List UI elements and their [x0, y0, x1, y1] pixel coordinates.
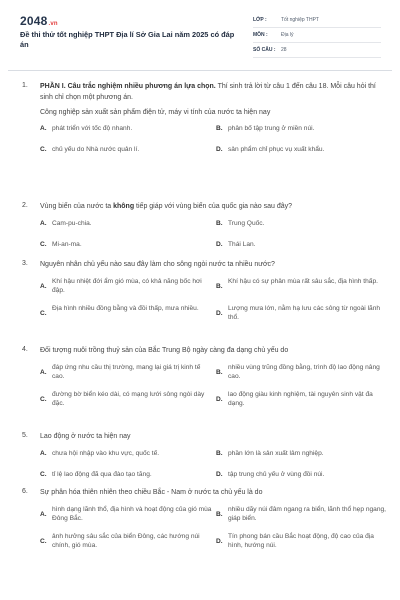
meta-value-count: 28	[281, 47, 287, 53]
option-text: sản phẩm chỉ phục vụ xuất khẩu.	[228, 146, 325, 153]
option-text: Khí hậu có sự phân mùa rất sâu sắc, địa hình thấp.	[228, 277, 378, 285]
answer-options	[40, 505, 387, 559]
logo-sub: .vn	[48, 21, 58, 27]
option-c[interactable]	[40, 532, 212, 559]
answer-options	[40, 219, 380, 261]
question-number: 5.	[22, 432, 28, 439]
option-letter: B.	[216, 219, 223, 227]
document-title: Đề thi thử tốt nghiệp THPT Địa lí Sở Gia Lai năm 2025 có đáp án	[20, 30, 235, 49]
option-text: phân bố tập trung ở miền núi.	[228, 125, 315, 132]
option-text: lao động giàu kinh nghiệm, tài nguyên sinh vật đa dạng.	[228, 390, 373, 407]
option-letter: C.	[40, 309, 47, 317]
option-text: hình dạng lãnh thổ, địa hình và hoạt động của gió mùa Đông Bắc.	[52, 505, 212, 522]
option-c[interactable]	[40, 240, 212, 261]
answer-options	[40, 363, 380, 417]
option-text: Thái Lan.	[228, 240, 256, 248]
option-c[interactable]	[40, 145, 212, 166]
question-number: 4.	[22, 346, 28, 353]
option-letter: A.	[40, 368, 47, 376]
question-list	[0, 82, 400, 568]
option-letter: C.	[40, 537, 47, 545]
header-divider	[8, 70, 392, 71]
stem-part: Vùng biển của nước ta	[40, 203, 114, 210]
option-letter: D.	[216, 146, 223, 153]
option-b[interactable]	[216, 219, 388, 240]
option-a[interactable]	[40, 124, 212, 145]
header	[0, 0, 400, 68]
option-text: Cam-pu-chia.	[52, 219, 92, 227]
option-letter: B.	[216, 510, 223, 518]
option-b[interactable]	[216, 277, 388, 304]
option-d[interactable]	[216, 532, 388, 559]
option-letter: D.	[216, 470, 223, 478]
option-text: nhiều vùng trũng đồng bằng, trình độ lao động nâng cao.	[228, 363, 380, 380]
option-d[interactable]	[216, 145, 388, 166]
question-stem: Sự phân hóa thiên nhiên theo chiều Bắc - Nam ở nước ta chủ yếu là do	[40, 489, 263, 496]
option-text: Tín phong bán cầu Bắc hoạt động, độ cao của địa hình, hướng núi.	[228, 532, 374, 549]
option-b[interactable]	[216, 505, 388, 532]
option-letter: A.	[40, 125, 47, 132]
stem-part: tiếp giáp với vùng biển của quốc gia nào sau đây?	[134, 203, 293, 210]
option-text: phần lớn là sản xuất lâm nghiệp.	[228, 449, 324, 457]
option-letter: A.	[40, 510, 47, 518]
option-text: ảnh hưởng sâu sắc của biển Đông, các hướng núi chính, gió mùa.	[52, 532, 200, 549]
option-letter: D.	[216, 309, 223, 317]
option-letter: D.	[216, 395, 223, 403]
option-text: phát triển với tốc độ nhanh.	[52, 125, 133, 132]
question-6	[0, 488, 400, 568]
exam-meta-table	[253, 13, 381, 58]
option-c[interactable]	[40, 304, 212, 331]
option-letter: C.	[40, 146, 47, 153]
meta-label: SỐ CÂU :	[253, 47, 276, 53]
option-letter: C.	[40, 395, 47, 403]
meta-value-class[interactable]: Tốt nghiệp THPT	[281, 17, 319, 23]
option-c[interactable]	[40, 390, 212, 417]
site-logo[interactable]	[20, 14, 58, 28]
option-text: nhiều dãy núi đâm ngang ra biển, lãnh thổ hẹp ngang, giáp biển.	[228, 505, 387, 522]
option-d[interactable]	[216, 390, 388, 417]
option-letter: A.	[40, 449, 47, 457]
option-text: Khí hậu nhiệt đới ẩm gió mùa, có khả năng bốc hơi đập.	[52, 277, 202, 294]
option-letter: D.	[216, 537, 223, 545]
question-number: 3.	[22, 260, 28, 267]
option-letter: B.	[216, 368, 223, 376]
section-title: PHẦN I. Câu trắc nghiệm nhiều phương án lựa chọn.	[40, 83, 216, 90]
option-text: tập trung chủ yếu ở vùng đồi núi.	[228, 470, 325, 478]
option-text: tỉ lệ lao động đã qua đào tạo tăng.	[52, 470, 152, 478]
option-letter: C.	[40, 470, 47, 478]
question-5	[0, 432, 400, 488]
section-intro: Thí sinh trả lời từ câu 1 đến câu 18. Mỗi câu hỏi thí sinh chỉ chọn một phương án.	[40, 83, 376, 101]
option-letter: B.	[216, 449, 223, 457]
option-letter: A.	[40, 219, 47, 227]
question-stem: Lao động ở nước ta hiện nay	[40, 433, 131, 440]
question-stem: Nguyên nhân chủ yếu nào sau đây làm cho sông ngòi nước ta nhiều nước?	[40, 261, 275, 268]
option-text: Trung Quốc.	[228, 219, 265, 227]
question-1	[0, 82, 400, 202]
option-text: Mi-an-ma.	[52, 240, 82, 248]
question-3	[0, 260, 400, 346]
question-stem	[40, 202, 380, 213]
option-text: Địa hình nhiều đồng bằng và đồi thấp, mưa nhiều.	[52, 304, 199, 312]
option-text: chủ yếu do Nhà nước quản lí.	[52, 146, 140, 153]
meta-row-class	[253, 13, 381, 28]
option-d[interactable]	[216, 304, 388, 331]
option-d[interactable]	[216, 240, 388, 261]
option-b[interactable]	[216, 363, 388, 390]
option-letter: A.	[40, 282, 47, 290]
question-number: 6.	[22, 488, 28, 495]
option-a[interactable]	[40, 363, 212, 390]
question-stem: Công nghiệp sản xuất sản phẩm điện tử, máy vi tính của nước ta hiện nay	[40, 109, 271, 116]
question-number: 1.	[22, 82, 28, 89]
meta-label: MÔN :	[253, 32, 268, 38]
option-a[interactable]	[40, 277, 212, 304]
logo-main: 2048	[20, 14, 48, 28]
question-stem: Đối tượng nuôi trồng thuỷ sản của Bắc Trung Bộ ngày càng đa dạng chủ yếu do	[40, 347, 289, 354]
meta-row-count	[253, 43, 381, 58]
section-instructions	[40, 82, 380, 103]
option-a[interactable]	[40, 219, 212, 240]
option-text: chưa hội nhập vào khu vực, quốc tế.	[52, 449, 160, 457]
question-4	[0, 346, 400, 432]
option-a[interactable]	[40, 449, 212, 470]
answer-options	[40, 449, 380, 491]
question-2	[0, 202, 400, 260]
option-b[interactable]	[216, 449, 388, 470]
option-text: Lượng mưa lớn, nằm hạ lưu các sông từ ngoài lãnh thổ.	[228, 304, 381, 321]
meta-row-subject	[253, 28, 381, 43]
option-text: đường bờ biển kéo dài, có mạng lưới sông ngòi dày đặc.	[52, 390, 205, 407]
meta-label: LỚP :	[253, 17, 267, 23]
option-letter: D.	[216, 240, 223, 248]
option-letter: B.	[216, 125, 223, 132]
option-text: đáp ứng nhu cầu thị trường, mang lại giá trị kinh tế cao.	[52, 363, 201, 380]
stem-emphasis: không	[113, 203, 135, 210]
option-letter: B.	[216, 282, 223, 290]
option-letter: C.	[40, 240, 47, 248]
option-a[interactable]	[40, 505, 212, 532]
question-number: 2.	[22, 202, 28, 209]
answer-options	[40, 124, 380, 166]
option-b[interactable]	[216, 124, 388, 145]
answer-options	[40, 277, 380, 331]
meta-value-subject[interactable]: Địa lý	[281, 32, 294, 38]
